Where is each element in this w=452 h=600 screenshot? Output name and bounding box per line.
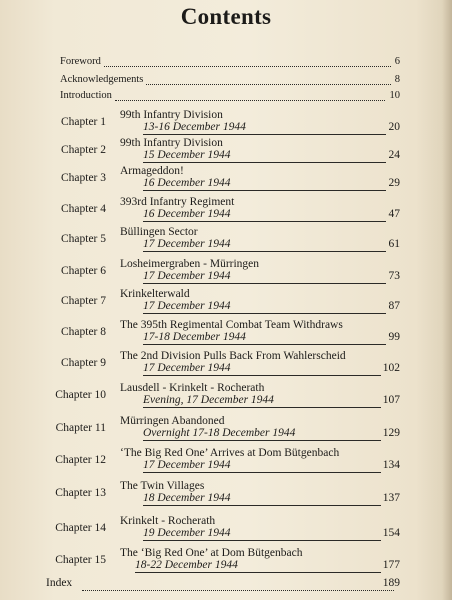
chapter-rule — [143, 162, 386, 163]
chapter-page: 129 — [382, 427, 400, 439]
chapter-page: 99 — [388, 331, 400, 343]
chapter-date: Overnight 17-18 December 1944 — [143, 427, 296, 439]
chapter-rule — [143, 440, 381, 441]
chapter-title: The 395th Regimental Combat Team Withdraws — [120, 319, 343, 331]
chapter-title: 99th Infantry Division — [120, 137, 223, 149]
chapter-title: Krinkelt - Rocherath — [120, 515, 216, 527]
chapter-date: 15 December 1944 — [143, 149, 231, 161]
chapter-date: 18-22 December 1944 — [135, 559, 238, 571]
chapter-page: 107 — [382, 394, 400, 406]
chapter-page: 137 — [382, 492, 400, 504]
chapter-date: 17-18 December 1944 — [143, 331, 246, 343]
chapter-date: 17 December 1944 — [143, 270, 231, 282]
chapter-page: 154 — [382, 527, 400, 539]
chapter-entry — [0, 109, 452, 137]
chapter-title: 99th Infantry Division — [120, 109, 223, 121]
front-matter-label: Foreword — [60, 56, 101, 67]
chapter-date: 16 December 1944 — [143, 208, 231, 220]
chapter-title: Armageddon! — [120, 165, 184, 177]
chapter-entry — [0, 288, 452, 316]
chapter-title: ‘The Big Red One’ Arrives at Dom Bütgenbach — [120, 447, 340, 459]
front-matter-label: Acknowledgements — [60, 74, 144, 85]
chapter-rule — [143, 190, 386, 191]
chapter-date: 17 December 1944 — [143, 238, 231, 250]
chapter-date: Evening, 17 December 1944 — [143, 394, 274, 406]
front-matter-item — [60, 90, 400, 104]
front-matter-label: Introduction — [60, 90, 112, 101]
chapter-page: 47 — [388, 208, 400, 220]
chapter-rule — [143, 472, 381, 473]
chapter-number: Chapter 2 — [60, 144, 106, 156]
chapter-entry — [0, 165, 452, 193]
chapter-date: 17 December 1944 — [143, 362, 231, 374]
chapter-date: 16 December 1944 — [143, 177, 231, 189]
chapter-number: Chapter 7 — [60, 295, 106, 307]
chapter-title: Lausdell - Krinkelt - Rocherath — [120, 382, 265, 394]
chapter-rule — [143, 375, 381, 376]
chapter-number: Chapter 5 — [60, 233, 106, 245]
chapter-number: Chapter 14 — [55, 522, 106, 534]
chapter-number: Chapter 13 — [55, 487, 106, 499]
front-matter-page: 6 — [394, 56, 400, 67]
chapter-page: 20 — [388, 121, 400, 133]
chapter-title: Mürringen Abandoned — [120, 415, 225, 427]
leader-dots — [115, 100, 385, 101]
chapter-number: Chapter 15 — [55, 554, 106, 566]
chapter-rule — [143, 344, 386, 345]
chapter-page: 61 — [388, 238, 400, 250]
chapter-entry — [0, 226, 452, 254]
chapter-number: Chapter 12 — [55, 454, 106, 466]
chapter-title: Büllingen Sector — [120, 226, 198, 238]
chapter-date: 17 December 1944 — [143, 300, 231, 312]
chapter-rule — [135, 572, 381, 573]
chapter-date: 18 December 1944 — [143, 492, 231, 504]
chapter-date: 17 December 1944 — [143, 459, 231, 471]
chapter-page: 134 — [382, 459, 400, 471]
index-leader-dots — [82, 590, 394, 591]
chapter-page: 87 — [388, 300, 400, 312]
chapter-rule — [143, 134, 386, 135]
front-matter-page: 10 — [389, 90, 400, 101]
chapter-rule — [143, 505, 381, 506]
chapter-title: 393rd Infantry Regiment — [120, 196, 235, 208]
leader-dots — [104, 66, 391, 67]
chapter-page: 177 — [382, 559, 400, 571]
chapter-number: Chapter 3 — [60, 172, 106, 184]
chapter-entry — [0, 480, 452, 508]
chapter-number: Chapter 6 — [60, 265, 106, 277]
front-matter-item — [60, 56, 400, 70]
chapter-number: Chapter 4 — [60, 203, 106, 215]
front-matter-page: 8 — [394, 74, 400, 85]
chapter-rule — [143, 313, 386, 314]
chapter-rule — [143, 221, 386, 222]
chapter-entry — [0, 137, 452, 165]
chapter-rule — [143, 407, 381, 408]
index-label: Index — [46, 577, 73, 589]
chapter-entry — [0, 258, 452, 286]
chapter-number: Chapter 8 — [60, 326, 106, 338]
chapter-page: 29 — [388, 177, 400, 189]
chapter-page: 102 — [382, 362, 400, 374]
chapter-number: Chapter 1 — [60, 116, 106, 128]
chapter-page: 73 — [388, 270, 400, 282]
chapter-entry — [0, 415, 452, 443]
chapter-rule — [143, 540, 381, 541]
chapter-entry — [0, 515, 452, 543]
chapter-rule — [143, 283, 386, 284]
chapter-date: 13-16 December 1944 — [143, 121, 246, 133]
chapter-title: The ‘Big Red One’ at Dom Bütgenbach — [120, 547, 303, 559]
chapter-rule — [143, 251, 386, 252]
page-title: Contents — [180, 4, 272, 29]
chapter-number: Chapter 11 — [55, 422, 106, 434]
chapter-date: 19 December 1944 — [143, 527, 231, 539]
chapter-entry — [0, 319, 452, 347]
chapter-title: The 2nd Division Pulls Back From Wahlerscheid — [120, 350, 346, 362]
chapter-title: The Twin Villages — [120, 480, 205, 492]
chapter-entry — [0, 382, 452, 410]
chapter-entry — [0, 547, 452, 575]
chapter-entry — [0, 196, 452, 224]
chapter-number: Chapter 10 — [55, 389, 106, 401]
chapter-number: Chapter 9 — [60, 357, 106, 369]
front-matter-item — [60, 74, 400, 88]
index-page-number: 189 — [382, 577, 400, 589]
leader-dots — [146, 84, 391, 85]
chapter-title: Losheimergraben - Mürringen — [120, 258, 260, 270]
chapter-page: 24 — [388, 149, 400, 161]
chapter-title: Krinkelterwald — [120, 288, 190, 300]
chapter-entry — [0, 447, 452, 475]
chapter-entry — [0, 350, 452, 378]
